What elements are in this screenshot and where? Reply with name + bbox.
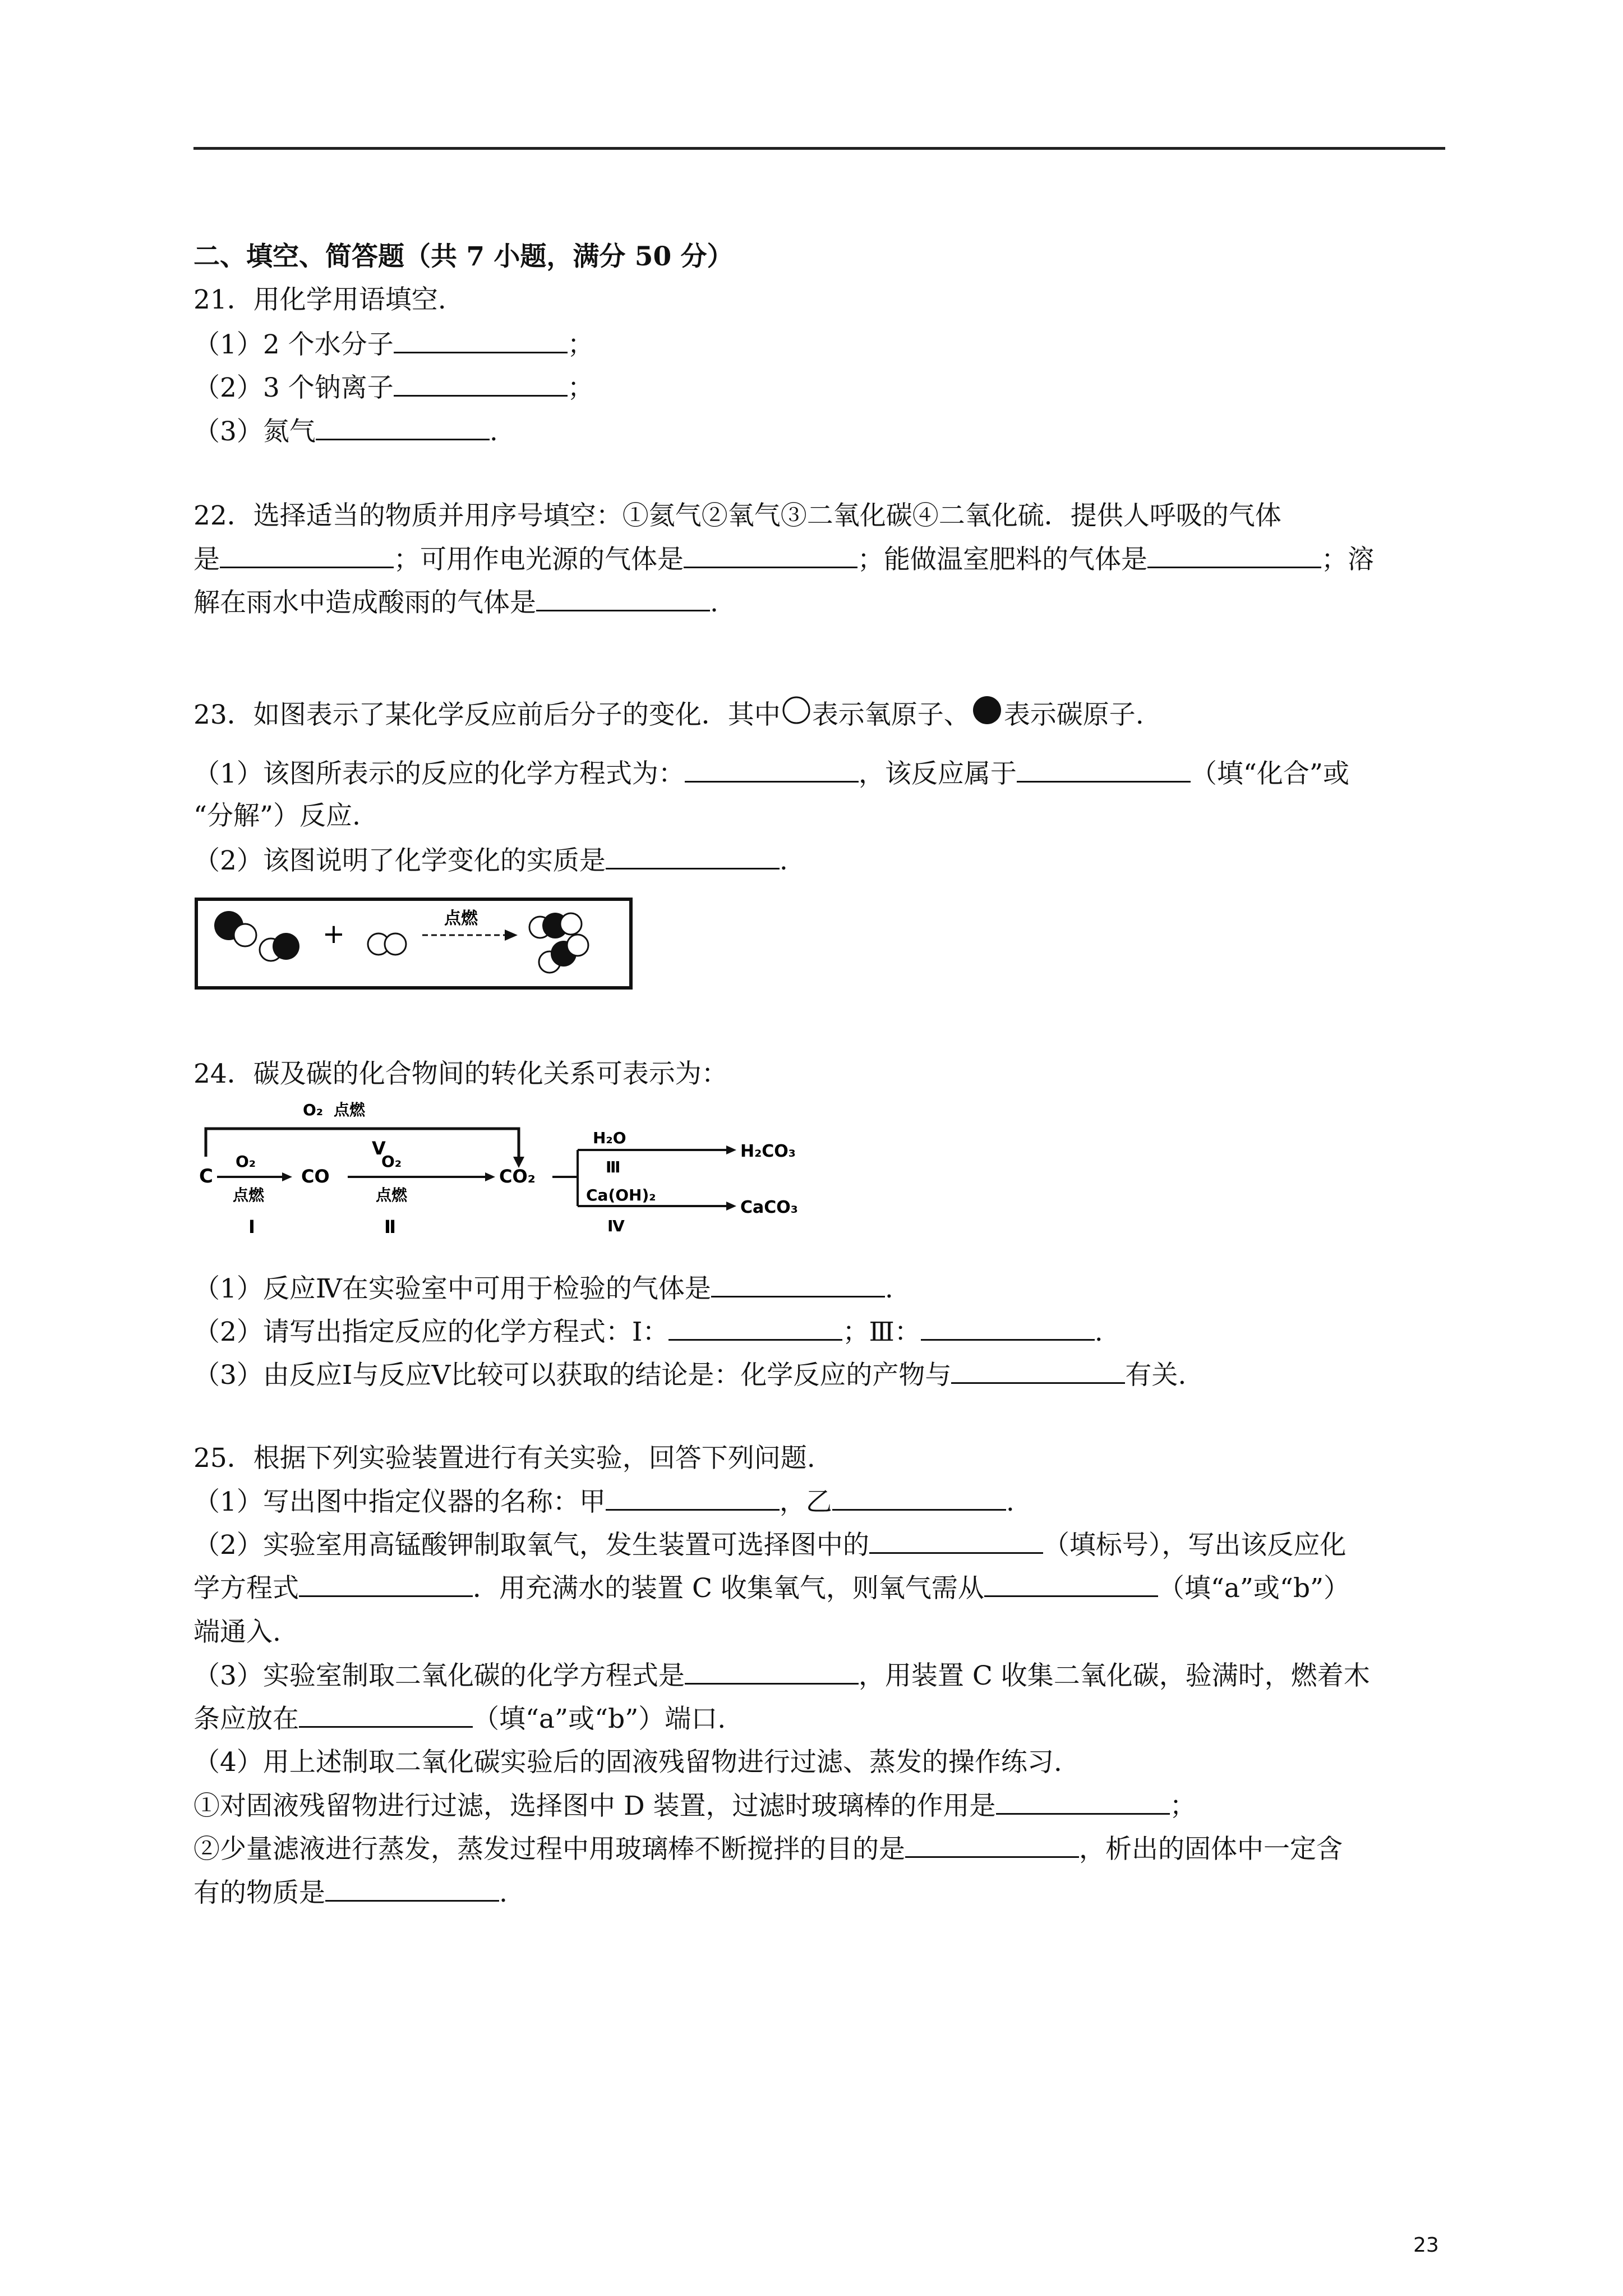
- q23-stem: [193, 696, 1144, 732]
- q23-stem-text-b: 表示氧原子、: [811, 700, 970, 730]
- q24-part-2: [193, 1315, 1103, 1349]
- q23-part-2: [193, 844, 788, 878]
- q25-part-1: [193, 1485, 1015, 1519]
- q25-p6-text-c: 有的物质是: [193, 1878, 325, 1908]
- reaction-iii-label: Ⅲ: [606, 1158, 621, 1176]
- q24-stem: 24．碳及碳的化合物间的转化关系可表示为：: [193, 1059, 728, 1089]
- reaction-arrow-head: [505, 930, 518, 941]
- q25-p6-text-b: ，析出的固体中一定含: [1079, 1834, 1343, 1865]
- q25-p6-text-a: ②少量滤液进行蒸发，蒸发过程中用玻璃棒不断搅拌的目的是: [193, 1834, 905, 1865]
- answer-blank[interactable]: [668, 1317, 842, 1341]
- q21-part-1-text: （1）2 个水分子: [193, 329, 394, 360]
- q24-conversion-diagram: [193, 1094, 844, 1262]
- q25-part-2-line-3: 端通入.: [193, 1617, 281, 1648]
- co2-molecule-2: [539, 935, 588, 973]
- q24-p2-text-a: （2）请写出指定反应的化学方程式：Ⅰ：: [193, 1317, 669, 1347]
- q25-part-3-line-2: [193, 1703, 726, 1736]
- answer-blank[interactable]: [394, 372, 568, 397]
- answer-blank[interactable]: [951, 1360, 1125, 1384]
- plus-sign: +: [322, 918, 345, 950]
- q24-p1-text-b: .: [884, 1273, 893, 1304]
- o2-label-top: O₂: [303, 1101, 324, 1119]
- q25-p3-text-a: （3）实验室制取二氧化碳的化学方程式是: [193, 1660, 685, 1691]
- q25-part-6-line-2: [193, 1876, 508, 1910]
- q25-p2-text-d: ．用充满水的装置 C 收集氧气，则氧气需从: [473, 1573, 984, 1604]
- co-molecule-2: [260, 933, 299, 961]
- answer-blank[interactable]: [220, 544, 394, 568]
- q25-p1-text-b: ，乙: [779, 1487, 832, 1517]
- o2-molecule: [368, 933, 406, 955]
- q23-p2-text-a: （2）该图说明了化学变化的实质是: [193, 845, 606, 876]
- answer-blank[interactable]: [1017, 758, 1191, 783]
- q25-p5-text-b: ；: [1169, 1791, 1196, 1821]
- q25-part-2-line-2: [193, 1572, 1350, 1605]
- answer-blank[interactable]: [606, 1487, 780, 1511]
- arrow-label: 点燃: [444, 909, 478, 928]
- q22-text-a: 是: [193, 544, 220, 575]
- o2-label-2: O₂: [381, 1152, 402, 1171]
- q22-text-e: 解在雨水中造成酸雨的气体是: [193, 587, 536, 618]
- reaction-ii-label: Ⅱ: [384, 1216, 396, 1237]
- q24-p3-text-a: （3）由反应Ⅰ与反应Ⅴ比较可以获取的结论是：化学反应的产物与: [193, 1360, 952, 1391]
- q25-part-5: [193, 1789, 1196, 1823]
- q25-p3-text-b: ，用装置 C 收集二氧化碳，验满时，燃着木: [858, 1660, 1370, 1691]
- answer-blank[interactable]: [1147, 544, 1321, 568]
- answer-blank[interactable]: [711, 1273, 885, 1297]
- q25-part-2-line-1: [193, 1529, 1346, 1562]
- q25-p3-text-c: 条应放在: [193, 1704, 299, 1734]
- q24-p2-text-b: ；Ⅲ：: [842, 1317, 921, 1347]
- q21-part-2-punct: ；: [567, 372, 594, 403]
- answer-blank[interactable]: [685, 1660, 859, 1685]
- answer-blank[interactable]: [325, 1878, 499, 1902]
- answer-blank[interactable]: [299, 1573, 473, 1597]
- q21-part-3: [193, 415, 498, 449]
- q25-p2-text-b: （填标号），写出该反应化: [1043, 1530, 1347, 1561]
- q24-part-1: [193, 1272, 893, 1306]
- oxygen-atom-icon: [781, 696, 812, 727]
- reaction-v-label: Ⅴ: [372, 1138, 386, 1159]
- caoh2-label: Ca(OH)₂: [586, 1186, 656, 1204]
- co-molecule-1: [214, 911, 256, 946]
- q23-p2-text-b: .: [779, 845, 788, 876]
- q25-p1-text-c: .: [1006, 1487, 1015, 1517]
- carbon-label: C: [199, 1165, 213, 1188]
- q25-p3-text-d: （填“a”或“b”）端口.: [473, 1704, 726, 1734]
- q21-part-1-punct: ；: [567, 329, 594, 360]
- q22-text-f: .: [710, 587, 718, 618]
- carbon-atom-icon: [970, 696, 1004, 727]
- q24-part-3: [193, 1359, 1186, 1392]
- q23-stem-text-a: 23．如图表示了某化学反应前后分子的变化．其中: [193, 700, 781, 730]
- answer-blank[interactable]: [536, 587, 710, 611]
- answer-blank[interactable]: [996, 1791, 1170, 1815]
- q25-stem: 25．根据下列实验装置进行有关实验，回答下列问题.: [193, 1443, 815, 1474]
- answer-blank[interactable]: [832, 1487, 1006, 1511]
- ignite-label-top: 点燃: [334, 1101, 366, 1119]
- q25-part-6-line-1: [193, 1833, 1343, 1866]
- o2-label-1: O₂: [236, 1152, 256, 1171]
- answer-blank[interactable]: [984, 1573, 1158, 1597]
- q25-p5-text-a: ①对固液残留物进行过滤，选择图中 D 装置，过滤时玻璃棒的作用是: [193, 1791, 996, 1821]
- ignite-label-1: 点燃: [233, 1186, 265, 1204]
- q22-line-3: [193, 586, 718, 620]
- q25-p2-text-e: （填“a”或“b”）: [1158, 1573, 1350, 1604]
- co-label: CO: [301, 1166, 330, 1187]
- q25-p6-text-d: .: [499, 1878, 508, 1908]
- page-number: 23: [1413, 2234, 1439, 2257]
- co2-label: CO₂: [499, 1166, 536, 1187]
- q22-text-d: ；溶: [1321, 544, 1374, 575]
- answer-blank[interactable]: [606, 845, 780, 869]
- q21-part-2: [193, 371, 594, 405]
- caco3-label: CaCO₃: [740, 1198, 798, 1217]
- header-rule: [193, 147, 1445, 150]
- reaction-i-label: Ⅰ: [248, 1216, 255, 1237]
- reaction-iv-label: Ⅳ: [607, 1217, 625, 1235]
- answer-blank[interactable]: [905, 1834, 1079, 1858]
- q25-part-4: （4）用上述制取二氧化碳实验后的固液残留物进行过滤、蒸发的操作练习.: [193, 1747, 1062, 1778]
- q21-part-2-text: （2）3 个钠离子: [193, 372, 394, 403]
- q24-p1-text-a: （1）反应Ⅳ在实验室中可用于检验的气体是: [193, 1273, 711, 1304]
- answer-blank[interactable]: [684, 544, 857, 568]
- q21-part-3-punct: .: [489, 416, 498, 447]
- q21-part-3-text: （3）氮气: [193, 416, 316, 447]
- answer-blank[interactable]: [299, 1704, 473, 1728]
- q23-reaction-diagram: [193, 895, 637, 993]
- q22-line-1: 22．选择适当的物质并用序号填空：①氦气②氧气③二氧化碳④二氧化硫．提供人呼吸的气体: [193, 500, 1281, 531]
- answer-blank[interactable]: [316, 416, 490, 440]
- answer-blank[interactable]: [394, 329, 568, 353]
- q23-stem-text-c: 表示碳原子.: [1003, 700, 1144, 730]
- q25-p2-text-a: （2）实验室用高锰酸钾制取氧气，发生装置可选择图中的: [193, 1530, 869, 1561]
- ignite-label-2: 点燃: [376, 1186, 408, 1204]
- q24-p3-text-b: 有关.: [1125, 1360, 1187, 1391]
- q23-p1-text-a: （1）该图所表示的反应的化学方程式为：: [193, 758, 685, 789]
- q22-text-b: ；可用作电光源的气体是: [394, 544, 684, 575]
- q22-line-2: [193, 543, 1374, 577]
- q24-p2-text-c: .: [1094, 1317, 1103, 1347]
- q23-p1-text-c: （填“化合”或: [1190, 758, 1349, 789]
- q25-p1-text-a: （1）写出图中指定仪器的名称：甲: [193, 1487, 606, 1517]
- q22-text-c: ；能做温室肥料的气体是: [857, 544, 1147, 575]
- section-title: 二、填空、简答题（共 7 小题，满分 50 分）: [193, 241, 734, 272]
- answer-blank[interactable]: [685, 758, 859, 783]
- q23-part-1-line-1: [193, 757, 1349, 791]
- q25-p2-text-c: 学方程式: [193, 1573, 299, 1604]
- answer-blank[interactable]: [869, 1530, 1043, 1554]
- q21-stem: 21．用化学用语填空.: [193, 284, 446, 315]
- q23-part-1-line-2: “分解”）反应.: [193, 800, 361, 831]
- q21-part-1: [193, 328, 594, 362]
- answer-blank[interactable]: [921, 1317, 1095, 1341]
- q25-part-3-line-1: [193, 1659, 1370, 1693]
- h2o-label: H₂O: [593, 1129, 626, 1147]
- h2co3-label: H₂CO₃: [740, 1142, 796, 1161]
- q23-p1-text-b: ，该反应属于: [858, 758, 1017, 789]
